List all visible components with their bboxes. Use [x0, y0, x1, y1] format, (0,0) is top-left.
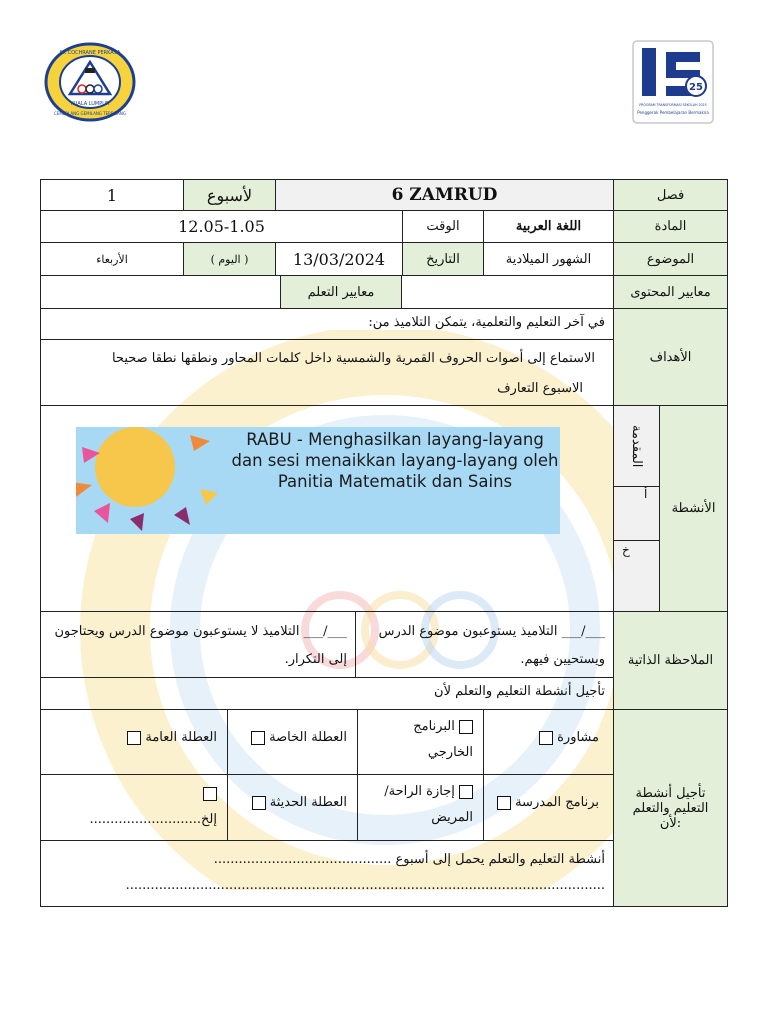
objectives-body-cell — [40, 339, 614, 406]
reflection-postpone: تأجيل أنشطة التعليم والتعلم لأن — [434, 684, 605, 699]
time-value-cell — [40, 210, 403, 243]
day-value-cell — [40, 242, 184, 276]
class-label: فصل — [656, 187, 685, 203]
topic-value: الشهور الميلادية — [505, 251, 592, 267]
option-public-holiday-label: العطلة العامة — [145, 730, 217, 745]
topic-label-cell — [613, 242, 728, 276]
topic-value-cell — [483, 242, 614, 276]
carry-over-dots: .................................................................................................................... — [125, 878, 605, 893]
option-external-program-cell — [357, 709, 484, 775]
date-label: التاريخ — [426, 251, 460, 267]
reflection-left-cell — [40, 611, 356, 678]
logo-text-mid: KUALA LUMPUR — [70, 101, 110, 107]
class-value: 6 ZAMRUD — [391, 185, 498, 205]
content-standard-label: معايير المحتوى — [630, 284, 711, 300]
week-label-cell — [183, 179, 276, 211]
day-label-cell — [183, 242, 276, 276]
logo-text-top: SK COCHRANE PERKASA — [59, 50, 121, 56]
logo-caption: PROGRAM TRANSFORMASI SEKOLAH 2025 — [639, 103, 707, 107]
reflection-label-cell — [613, 611, 728, 710]
program-logo — [632, 40, 714, 124]
option-sick-leave-cell — [357, 774, 484, 841]
activities-intro-label: المقدمة — [629, 424, 644, 468]
day-value: الأربعاء — [96, 252, 128, 266]
activities-main-label: أ — [644, 487, 648, 501]
week-label: لأسبوع — [206, 185, 253, 205]
carry-over-cell — [40, 840, 614, 907]
date-value-cell — [275, 242, 403, 276]
option-special-holiday-label: العطلة الخاصة — [269, 730, 347, 745]
day-label: ( اليوم ) — [210, 252, 249, 266]
reflection-label: الملاحظة الذاتية — [627, 653, 714, 668]
option-school-program-cell — [483, 774, 614, 841]
activities-intro-cell — [613, 405, 660, 487]
activities-main-cell — [613, 486, 660, 541]
external-program-checkbox[interactable] — [459, 720, 473, 734]
learning-standard-label: معايير التعلم — [307, 284, 375, 300]
public-holiday-checkbox[interactable] — [127, 731, 141, 745]
other-checkbox[interactable] — [203, 787, 217, 801]
class-label-cell — [613, 179, 728, 211]
option-other-dots: .......................... — [89, 812, 197, 827]
date-label-cell — [402, 242, 484, 276]
objectives-label-cell — [613, 308, 728, 406]
activities-label: الأنشطة — [671, 501, 716, 516]
objectives-intro-cell — [40, 308, 614, 340]
topic-label: الموضوع — [646, 251, 695, 267]
option-special-holiday-cell — [227, 709, 358, 775]
activities-label-cell — [659, 405, 728, 612]
school-crest-logo — [44, 42, 136, 122]
option-school-program-label: برنامج المدرسة — [515, 795, 599, 810]
content-standard-value-cell — [401, 275, 614, 309]
reflection-postpone-cell — [40, 677, 614, 710]
activities-closing-label: خ — [622, 543, 630, 557]
postpone-label-cell — [613, 709, 728, 907]
time-label-cell — [402, 210, 484, 243]
option-other-cell — [40, 774, 228, 841]
banner-text: RABU - Menghasilkan layang-layang dan sesi menaikkan layang-layang oleh Panitia Matematik dan Sains — [231, 430, 559, 491]
time-label: الوقت — [426, 219, 460, 234]
logo-number: 25 — [689, 82, 703, 93]
option-consultation-label: مشاورة — [557, 730, 599, 745]
postpone-label: تأجيل أنشطة التعليم والتعلم لأن: — [632, 785, 709, 831]
reflection-not-understood: ___/___ التلاميذ لا يستوعبون موضوع الدرس ويحتاجون إلى التكرار. — [54, 624, 347, 667]
learning-standard-blank — [40, 275, 281, 309]
option-latest-holiday-cell — [227, 774, 358, 841]
activity-banner — [70, 427, 560, 534]
option-other-label: إلخ. — [196, 812, 217, 827]
learning-standard-label-cell — [280, 275, 402, 309]
option-sick-leave-label: إجازة الراحة/المريض — [384, 784, 473, 825]
subject-label: المادة — [654, 219, 687, 234]
logo-subcaption: Penggerak Pembelajaran Bermakna — [637, 110, 709, 115]
consultation-checkbox[interactable] — [539, 731, 553, 745]
latest-holiday-checkbox[interactable] — [252, 796, 266, 810]
subject-value-cell — [483, 210, 614, 243]
option-public-holiday-cell — [40, 709, 228, 775]
week-value-cell — [40, 179, 184, 211]
date-value: 13/03/2024 — [292, 249, 386, 269]
option-external-program-label: البرنامج الخارجي — [413, 719, 473, 760]
time-value: 12.05-1.05 — [178, 217, 265, 236]
week-value: 1 — [106, 185, 118, 205]
sun-illustration — [70, 427, 240, 534]
option-latest-holiday-label: العطلة الحديثة — [269, 795, 347, 810]
reflection-understood: ___/___ التلاميذ يستوعبون موضوع الدرس ويستحيين فيهم. — [378, 624, 605, 667]
school-program-checkbox[interactable] — [497, 796, 511, 810]
content-standard-label-cell — [613, 275, 728, 309]
objectives-label: الأهداف — [649, 349, 692, 365]
sick-leave-checkbox[interactable] — [459, 785, 473, 799]
logo-text-bottom: CEMERLANG GEMILANG TERBILANG — [54, 111, 126, 116]
activities-closing-cell — [613, 540, 660, 612]
objectives-intro: في آخر التعليم والتعلمية، يتمكن التلاميذ من: — [368, 315, 605, 330]
subject-value: اللغة العربية — [515, 219, 582, 234]
option-consultation-cell — [483, 709, 614, 775]
objectives-line-1: الاستماع إلى أصوات الحروف القمرية والشمسية داخل كلمات المحاور ونطقها نطقا صحيحا — [111, 351, 595, 366]
reflection-right-cell — [355, 611, 614, 678]
class-value-cell — [275, 179, 614, 211]
special-holiday-checkbox[interactable] — [251, 731, 265, 745]
subject-label-cell — [613, 210, 728, 243]
objectives-line-2: الاسبوع التعارف — [497, 381, 583, 396]
carry-over-text: أنشطة التعليم والتعلم يحمل إلى أسبوع ........................................... — [213, 852, 605, 867]
